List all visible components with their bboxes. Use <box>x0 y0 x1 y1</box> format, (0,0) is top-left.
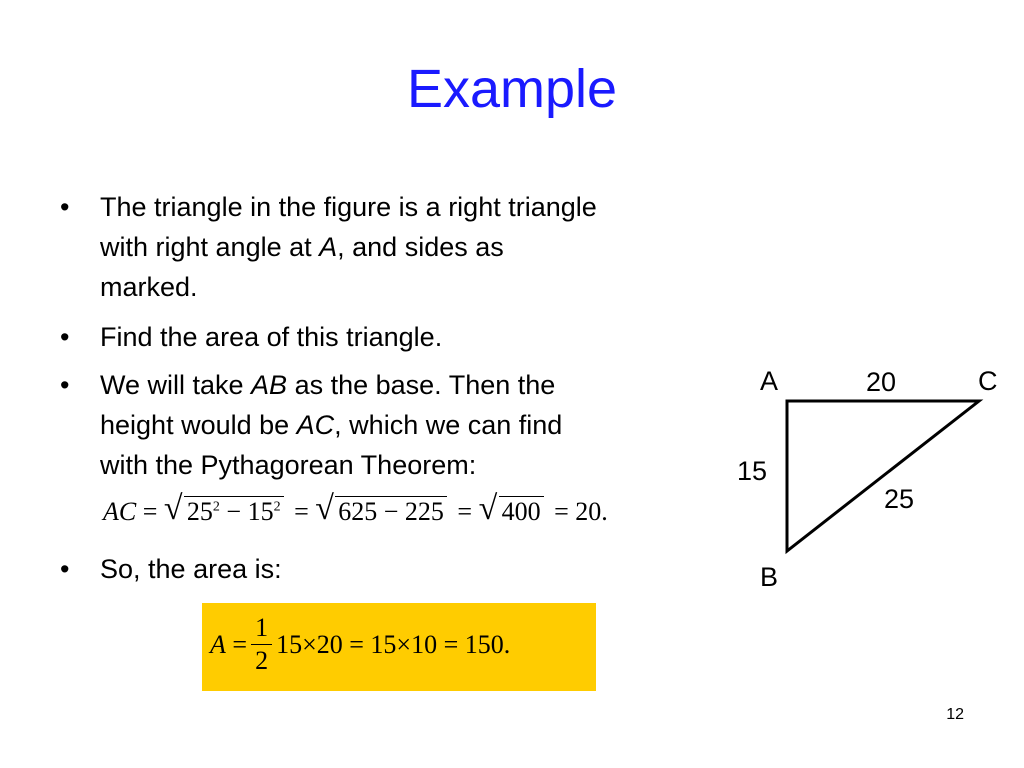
vertex-c-label: C <box>978 366 998 396</box>
side-ab-label: 15 <box>737 456 768 486</box>
bullet-dot: • <box>60 192 70 222</box>
sqrt-1: √ $25^2 - 15^2$ <box>164 496 284 527</box>
bullet-4-text: So, the area is: <box>100 554 282 584</box>
equals-sign: = <box>457 497 473 526</box>
side-bc-label: 25 <box>884 484 915 514</box>
bullet-dot: • <box>60 554 70 584</box>
equals-sign: = <box>232 629 248 659</box>
bullet-3-line-1: We will take AB as the base. Then the <box>100 370 556 400</box>
fraction-one-half: $\frac{1}{2}$ <box>251 612 272 677</box>
right-triangle <box>787 401 979 551</box>
bullet-dot: • <box>60 322 70 352</box>
eq2-term1: 15×20 <box>276 629 343 659</box>
equals-sign: = <box>443 629 459 659</box>
bullet-3-line-2: height would be AC, which we can find <box>100 410 563 440</box>
equals-sign: = <box>142 497 158 526</box>
eq1-lhs: AC <box>103 497 137 526</box>
bullet-2-text: Find the area of this triangle. <box>100 322 443 352</box>
eq1-result: 20. <box>575 497 608 526</box>
bullet-1-line-2: with right angle at A, and sides as <box>100 232 504 262</box>
sqrt-3: √ 400 <box>479 496 544 527</box>
page-number: 12 <box>946 706 964 723</box>
vertex-a-label: A <box>760 366 779 396</box>
slide-title: Example <box>406 59 618 119</box>
eq2-result: 150. <box>464 629 511 659</box>
sqrt-2: √ 625 − 225 <box>315 496 447 527</box>
eq2-lhs: A <box>210 629 226 659</box>
bullet-dot: • <box>60 370 70 400</box>
bullet-3-line-3: with the Pythagorean Theorem: <box>100 450 477 480</box>
eq2-term2: 15×10 <box>370 629 438 659</box>
bullet-1-line-1: The triangle in the figure is a right triangle <box>100 192 597 222</box>
bullet-1-line-3: marked. <box>100 272 198 302</box>
equals-sign: = <box>554 497 569 526</box>
vertex-b-label: B <box>760 562 779 592</box>
equals-sign: = <box>294 497 309 526</box>
equals-sign: = <box>349 629 364 659</box>
side-ac-label: 20 <box>866 367 897 397</box>
